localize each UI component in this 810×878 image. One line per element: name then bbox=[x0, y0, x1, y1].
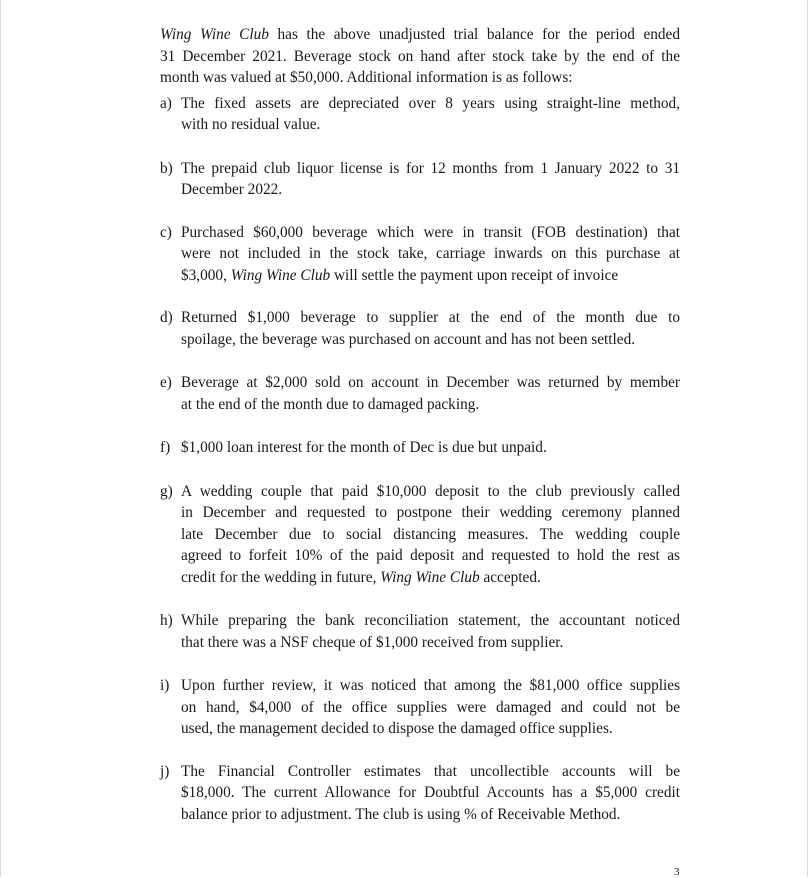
club-name: Wing Wine Club bbox=[230, 266, 331, 284]
list-item-j bbox=[160, 761, 680, 826]
list-item-f bbox=[160, 437, 680, 459]
item-marker: b) bbox=[160, 159, 173, 177]
item-marker: c) bbox=[160, 223, 172, 241]
item-line: at the end of the month due to damaged packing. bbox=[181, 395, 480, 413]
item-line: The Financial Controller estimates that uncollectible accounts will be bbox=[181, 762, 680, 780]
item-line: with no residual value. bbox=[181, 116, 321, 133]
item-line: agreed to forfeit 10% of the paid deposit and requested to hold the rest as bbox=[181, 547, 680, 564]
item-line: were not included in the stock take, carriage inwards on this purchase at bbox=[181, 245, 680, 262]
list-item-e bbox=[160, 372, 680, 415]
document-body bbox=[160, 24, 680, 825]
item-marker: e) bbox=[160, 374, 172, 391]
item-marker: d) bbox=[160, 309, 173, 326]
item-line: $1,000 loan interest for the month of Dec is due but unpaid. bbox=[181, 439, 547, 456]
item-line: credit for the wedding in future, Wing Wine Club accepted. bbox=[181, 568, 541, 586]
club-name: Wing Wine Club bbox=[380, 568, 480, 586]
item-line: A wedding couple that paid $10,000 deposit to the club previously called bbox=[181, 482, 680, 500]
list-item-c bbox=[160, 222, 680, 287]
item-line: December 2022. bbox=[181, 181, 283, 198]
item-line: The prepaid club liquor license is for 12 months from 1 January 2022 to 31 bbox=[181, 159, 680, 177]
club-name: Wing Wine Club bbox=[160, 26, 269, 43]
item-line: used, the management decided to dispose the damaged office supplies. bbox=[181, 720, 613, 737]
item-line: The fixed assets are depreciated over 8 years using straight-line method, bbox=[181, 94, 680, 112]
item-line: $3,000, Wing Wine Club will settle the payment upon receipt of invoice bbox=[181, 266, 619, 284]
intro-line-3: month was valued at $50,000. Additional information is as follows: bbox=[160, 69, 573, 86]
list-item-a bbox=[160, 93, 680, 136]
item-line: on hand, $4,000 of the office supplies were damaged and could not be bbox=[181, 698, 680, 716]
item-line: Upon further review, it was noticed that among the $81,000 office supplies bbox=[181, 677, 680, 694]
item-line: Purchased $60,000 beverage which were in transit (FOB destination) that bbox=[181, 223, 680, 241]
item-marker: f) bbox=[160, 439, 171, 456]
item-marker: h) bbox=[160, 612, 173, 629]
item-line: Beverage at $2,000 sold on account in December was returned by member bbox=[181, 374, 680, 391]
item-line: Returned $1,000 beverage to supplier at the end of the month due to bbox=[181, 309, 680, 326]
item-line: While preparing the bank reconciliation statement, the accountant noticed bbox=[181, 612, 680, 629]
item-line: balance prior to adjustment. The club is using % of Receivable Method. bbox=[181, 805, 621, 823]
item-line: in December and requested to postpone their wedding ceremony planned bbox=[181, 504, 680, 521]
list-item-g bbox=[160, 481, 680, 589]
item-marker: a) bbox=[160, 94, 172, 112]
intro-line-1: Wing Wine Club has the above unadjusted trial balance for the period ended bbox=[160, 26, 680, 43]
item-marker: g) bbox=[160, 482, 173, 500]
item-line: late December due to social distancing measures. The wedding couple bbox=[181, 525, 680, 543]
list-item-h bbox=[160, 610, 680, 653]
item-marker: j) bbox=[160, 762, 170, 780]
intro-paragraph bbox=[160, 24, 680, 89]
item-marker: i) bbox=[160, 677, 170, 694]
item-line: $18,000. The current Allowance for Doubtful Accounts has a $5,000 credit bbox=[181, 784, 680, 801]
intro-line-2: 31 December 2021. Beverage stock on hand after stock take by the end of the bbox=[160, 47, 680, 65]
list-item-d bbox=[160, 307, 680, 350]
item-line: spoilage, the beverage was purchased on account and has not been settled. bbox=[181, 330, 636, 348]
item-line: that there was a NSF cheque of $1,000 received from supplier. bbox=[181, 633, 564, 651]
list-item-i bbox=[160, 675, 680, 740]
page-number: 3 bbox=[674, 866, 680, 878]
list-item-b bbox=[160, 158, 680, 201]
